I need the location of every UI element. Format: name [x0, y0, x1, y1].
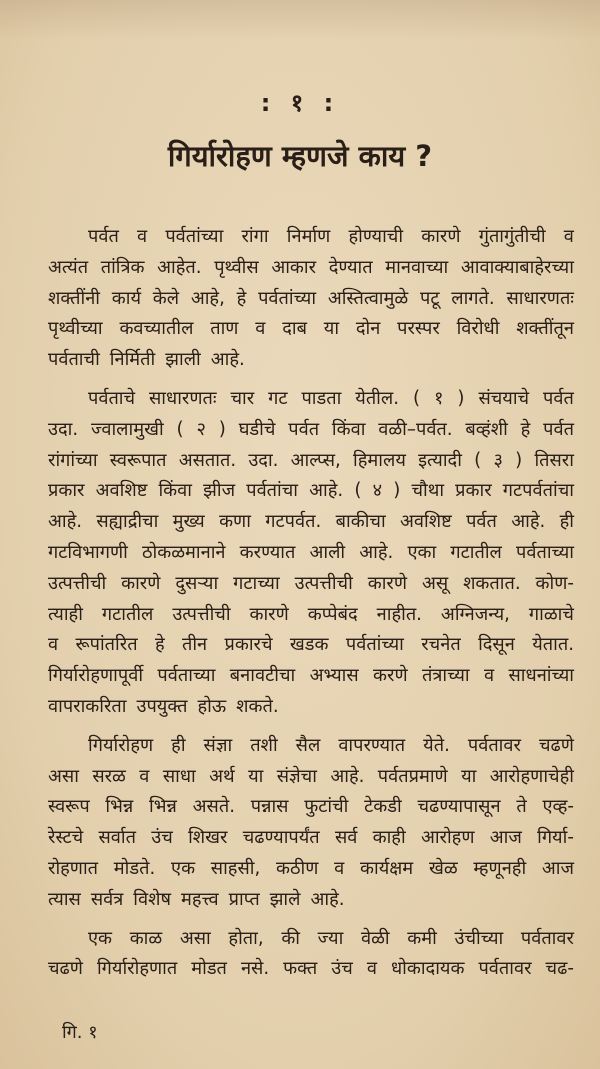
text-line: उत्पत्तीची कारणे दुसऱ्या गटाच्या उत्पत्तीची कारणे असू शकतात. कोण- — [48, 572, 574, 594]
text-line: स्वरूप भिन्न भिन्न असते. पन्नास फुटांची टेकडी चढण्यापासून ते एव्ह- — [48, 796, 574, 818]
text-line: गिर्यारोहण ही संज्ञा तशी सैल वापरण्यात येते. पर्वतावर चढणे — [88, 734, 574, 756]
text-line: रेस्टचे सर्वात उंच शिखर चढण्यापर्यंत सर्व काही आरोहण आज गिर्या- — [48, 827, 574, 849]
text-line: उदा. ज्वालामुखी ( २ ) घडीचे पर्वत किंवा वळी–पर्वत. बव्हंशी हे पर्वत — [48, 418, 574, 440]
text-line: शक्तींनी कार्य केले आहे, हे पर्वतांच्या अस्तित्वामुळे पटू लागते. साधारणतः — [48, 287, 574, 309]
text-line: वापराकरिता उपयुक्त होऊ शकते. — [48, 695, 279, 717]
text-line: पर्वत व पर्वतांच्या रांगा निर्माण होण्याची कारणे गुंतागुंतीची व — [88, 226, 574, 247]
text-line: पृथ्वीच्या कवच्यातील ताण व दाब या दोन परस्पर विरोधी शक्तींतून — [48, 318, 574, 340]
text-line: रोहणात मोडते. एक साहसी, कठीण व कार्यक्षम खेळ म्हणूनही आज — [48, 857, 574, 879]
text-line: अत्यंत तांत्रिक आहेत. पृथ्वीस आकार देण्यात मानवाच्या आवाक्याबाहेरच्या — [48, 256, 574, 278]
text-line: एक काळ असा होता, की ज्या वेळी कमी उंचीच्या पर्वतावर — [88, 927, 574, 949]
text-line: आहे. सह्याद्रीचा मुख्य कणा गटपर्वत. बाकीचा अवशिष्ट पर्वत आहे. ही — [48, 511, 574, 533]
text-line: रांगांच्या स्वरूपात असतात. उदा. आल्प्स, हिमालय इत्यादी ( ३ ) तिसरा — [48, 449, 574, 471]
text-line: प्रकार अवशिष्ट किंवा झीज पर्वतांचा आहे. ( ४ ) चौथा प्रकार गटपर्वतांचा — [48, 480, 574, 502]
body-text — [48, 222, 574, 985]
chapter-title: गिर्यारोहण म्हणजे काय ? — [167, 139, 433, 173]
text-line: व रूपांतरित हे तीन प्रकारचे खडक पर्वतांच्या रचनेत दिसून येतात. — [48, 634, 574, 656]
paragraph — [48, 924, 574, 986]
text-line: त्यास सर्वत्र विशेष महत्त्व प्राप्त झाले आहे. — [48, 888, 345, 910]
text-line: पर्वताचे साधारणतः चार गट पाडता येतील. ( १ ) संचयाचे पर्वत — [88, 387, 574, 409]
text-line: असा सरळ व साधा अर्थ या संज्ञेचा आहे. पर्वतप्रमाणे या आरोहणाचेही — [48, 765, 574, 787]
chapter-number: : १ : — [260, 89, 340, 117]
paragraph — [48, 222, 574, 376]
page-signature: गि. १ — [62, 1022, 98, 1043]
text-line: गटविभागणी ठोकळमानाने करण्यात आली आहे. एका गटातील पर्वताच्या — [48, 541, 574, 563]
paragraph — [48, 384, 574, 723]
text-line: त्याही गटातील उत्पत्तीची कारणे कप्पेबंद नाहीत. अग्निजन्य, गाळाचे — [48, 603, 574, 625]
text-line: चढणे गिर्यारोहणात मोडत नसे. फक्त उंच व धोकादायक पर्वतावर चढ- — [48, 958, 574, 980]
paragraph — [48, 731, 574, 916]
text-line: पर्वताची निर्मिती झाली आहे. — [48, 349, 245, 371]
text-line: गिर्यारोहणापूर्वी पर्वताच्या बनावटीचा अभ्यास करणे तंत्राच्या व साधनांच्या — [48, 665, 574, 687]
